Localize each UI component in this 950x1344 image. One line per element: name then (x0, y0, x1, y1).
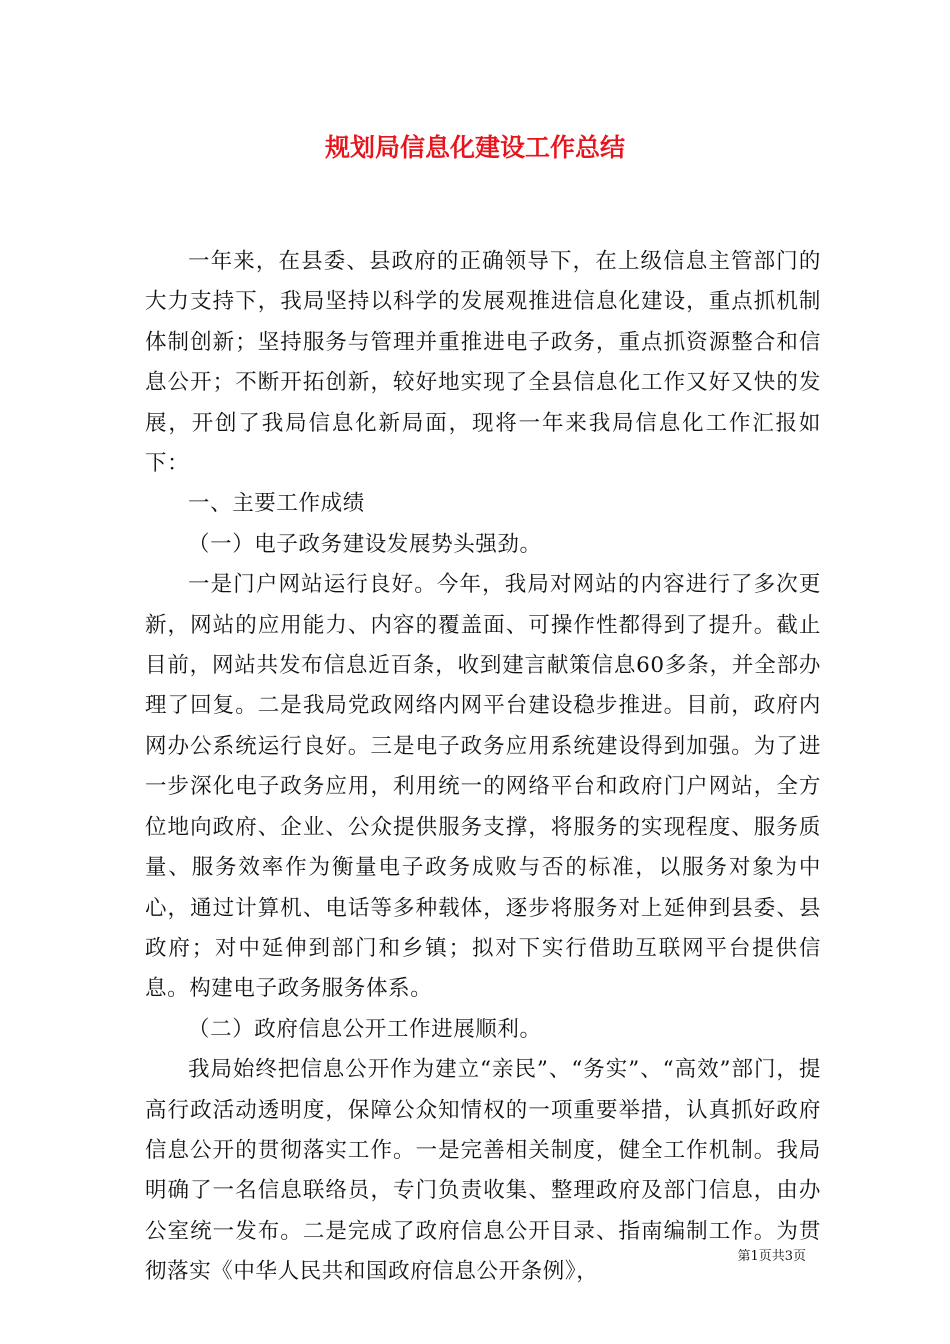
paragraph-intro: 一年来，在县委、县政府的正确领导下，在上级信息主管部门的大力支持下，我局坚持以科学的发展观推进信息化建设，重点抓机制体制创新；坚持服务与管理并重推进电子政务，重点抓资源整合和信息公开；不断开拓创新，较好地实现了全县信息化工作又好又快的发展，开创了我局信息化新局面，现将一年来我局信息化工作汇报如下： (145, 249, 821, 477)
paragraph-info-disclosure: 我局始终把信息公开作为建立“亲民”、“务实”、“高效”部门，提高行政活动透明度，保障公众知情权的一项重要举措，认真抓好政府信息公开的贯彻落实工作。一是完善相关制度，健全工作机制。我局明确了一名信息联络员，专门负责收集、整理政府及部门信息，由办公室统一发布。二是完成了政府信息公开目录、指南编制工作。为贯彻落实《中华人民共和国政府信息公开条例》， (145, 1057, 821, 1285)
page-number-footer: 第1页共3页 (737, 1249, 806, 1264)
document-title: 规划局信息化建设工作总结 (324, 133, 625, 162)
document-body (145, 242, 821, 1293)
subsection-heading-1: （一）电子政务建设发展势头强劲。 (188, 531, 542, 557)
section-heading-1: 一、主要工作成绩 (188, 491, 365, 517)
paragraph-egov: 一是门户网站运行良好。今年，我局对网站的内容进行了多次更新，网站的应用能力、内容的覆盖面、可操作性都得到了提升。截止目前，网站共发布信息近百条，收到建言献策信息60多条，并全部办理了回复。二是我局党政网络内网平台建设稳步推进。目前，政府内网办公系统运行良好。三是电子政务应用系统建设得到加强。为了进一步深化电子政务应用，利用统一的网络平台和政府门户网站，全方位地向政府、企业、公众提供服务支撑，将服务的实现程度、服务质量、服务效率作为衡量电子政务成败与否的标准，以服务对象为中心，通过计算机、电话等多种载体，逐步将服务对上延伸到县委、县政府；对中延伸到部门和乡镇；拟对下实行借助互联网平台提供信息。构建电子政务服务体系。 (145, 572, 821, 1002)
subsection-heading-2: （二）政府信息公开工作进展顺利。 (188, 1016, 542, 1042)
